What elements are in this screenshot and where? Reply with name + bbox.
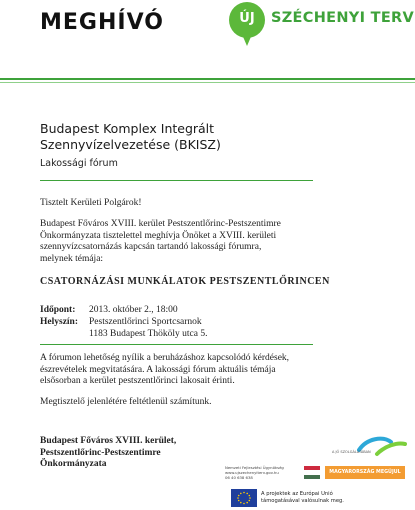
jo-szolgalataban-caption: A JÖ SZOLGÁLATÁBAN	[332, 450, 371, 454]
swoosh-logo-icon	[357, 434, 407, 458]
invitation-title: MEGHÍVÓ	[40, 10, 164, 35]
place-value: Pestszentlőrinci Sportcsarnok	[89, 317, 202, 327]
project-title-line: Budapest Komplex Integrált	[40, 121, 215, 136]
eu-line: A projektek az Európai Unió	[261, 491, 333, 497]
hungarian-flag-icon	[304, 466, 320, 479]
signature-line: Budapest Főváros XVIII. kerület,	[40, 436, 177, 446]
nfu-contact	[225, 465, 295, 480]
signature-line: Pestszentlőrinc-Pestszentimre	[40, 447, 161, 458]
forum-topic: CSATORNÁZÁSI MUNKÁLATOK PESTSZENTLŐRINCEN	[40, 276, 330, 287]
signature-block	[40, 436, 220, 471]
description-line: elsősorban a kerület pestszentlőrinci lakosait érinti.	[40, 376, 235, 386]
closing-sentence: Megtisztelő jelenlétére feltétlenül számítunk.	[40, 397, 212, 407]
section-divider	[40, 344, 313, 345]
uj-badge-text: ÚJ	[239, 11, 255, 26]
header-divider-secondary	[0, 82, 415, 83]
project-title	[40, 121, 340, 153]
description-line: észrevételek megvitatására. A lakossági fórum aktuális témája	[40, 364, 276, 375]
magyarorszag-megujul-badge: MAGYARORSZÁG MEGÚJUL	[325, 466, 405, 479]
time-value: 2013. október 2., 18:00	[89, 305, 178, 315]
time-label: Időpont:	[40, 305, 76, 315]
section-divider	[40, 180, 313, 181]
footer-logos	[225, 429, 415, 510]
eu-line: támogatásával valósulnak meg.	[261, 498, 344, 504]
project-title-line: Szennyvízelvezetése (BKISZ)	[40, 137, 221, 152]
place-address: 1183 Budapest Thököly utca 5.	[89, 329, 208, 339]
project-subtitle: Lakossági fórum	[40, 158, 118, 169]
intro-line: melynek témája:	[40, 253, 104, 264]
szechenyi-terv-logo: SZÉCHENYI TERV	[271, 10, 415, 26]
nfu-line: www.ujszechenyiterv.gov.hu	[225, 470, 279, 475]
greeting: Tisztelt Kerületi Polgárok!	[40, 198, 142, 208]
nfu-line: Nemzeti Fejlesztési Ügynökség	[225, 465, 284, 470]
intro-line: szennyvízcsatornázás kapcsán tartandó lakossági fórumra,	[40, 242, 262, 252]
place-label: Helyszín:	[40, 317, 78, 327]
header	[0, 0, 415, 80]
signature-line: Önkormányzata	[40, 459, 107, 469]
eu-flag-icon	[231, 489, 257, 507]
intro-line: Budapest Főváros XVIII. kerület Pestszentlőrinc-Pestszentimre	[40, 219, 281, 229]
forum-description	[40, 353, 380, 388]
eu-support-text	[261, 491, 344, 505]
description-line: A fórumon lehetőség nyílik a beruházáshoz kapcsolódó kérdések,	[40, 353, 290, 363]
intro-paragraph	[40, 219, 380, 265]
uj-badge-pin-icon	[241, 32, 253, 46]
header-divider	[0, 78, 415, 80]
intro-line: Önkormányzata tisztelettel meghívja Önöket a XVIII. kerületi	[40, 230, 277, 241]
nfu-line: 06 40 638 638	[225, 475, 253, 480]
